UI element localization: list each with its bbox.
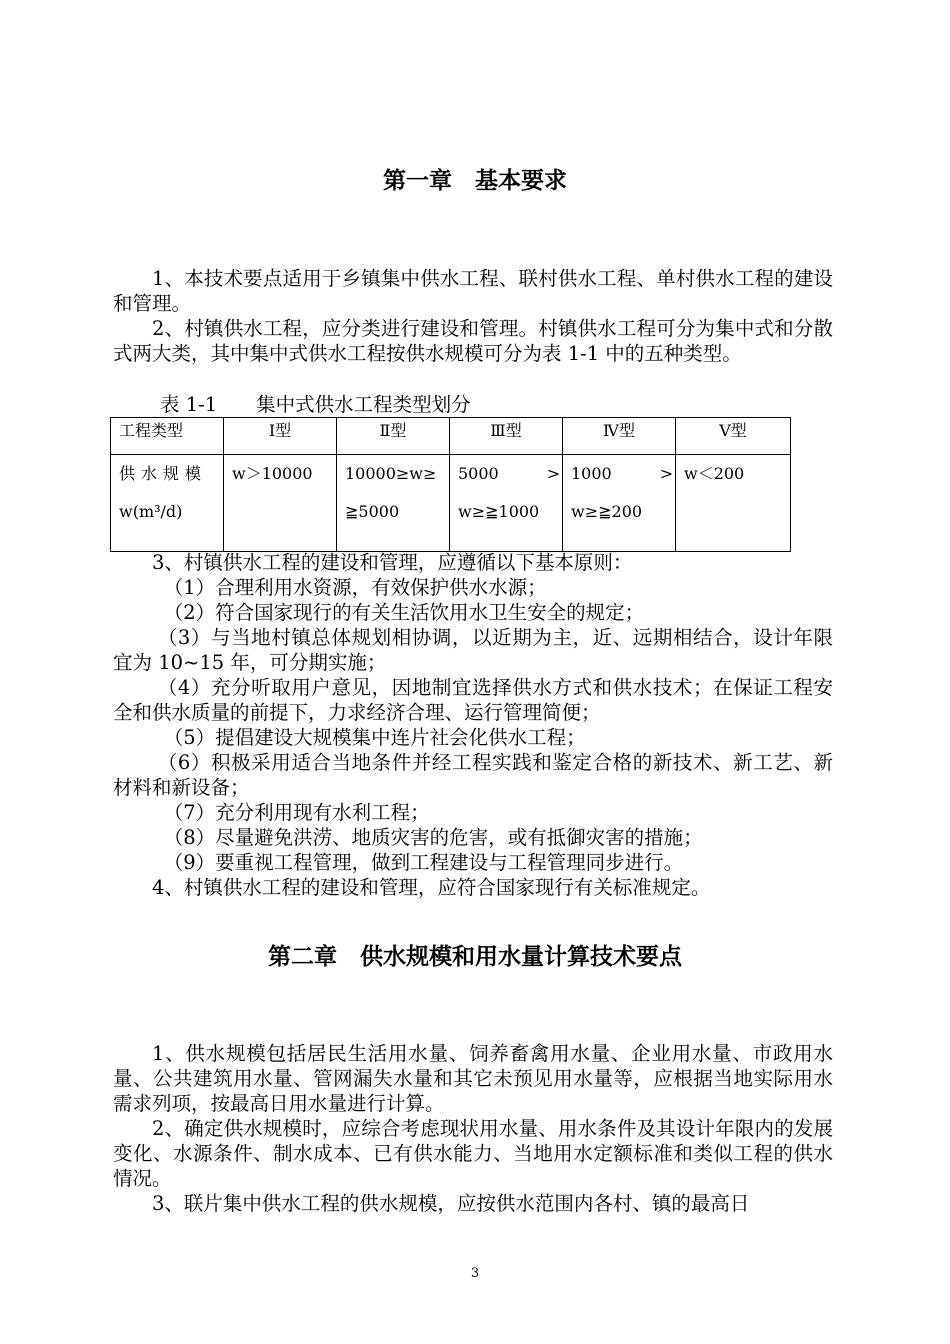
row-label-unit: w(m³/d) [119, 502, 183, 521]
chapter1-title: 第一章 基本要求 [383, 168, 567, 194]
principle-item: （1）合理利用水资源，有效保护供水水源； [163, 576, 547, 599]
row-label-line: 供水规模 [119, 464, 208, 483]
cell-line: ≧5000 [345, 502, 400, 521]
table-cell [224, 455, 337, 552]
cell-line: w≥≧200 [571, 502, 643, 521]
cell-line: w＜200 [684, 464, 745, 483]
table-header-cell: Ⅴ型 [676, 418, 791, 455]
principle-item: （8）尽量避免洪涝、地质灾害的危害，或有抵御灾害的措施； [163, 826, 703, 849]
table-row [111, 455, 791, 552]
page-number: 3 [470, 1266, 480, 1281]
chapter2-paragraph-2: 2、确定供水规模时，应综合考虑现状用水量、用水条件及其设计年限内的发展变化、水源条件、制水成本、已有供水能力、当地用水定额标准和类似工程的供水情况。 [113, 1117, 833, 1190]
principle-item: （2）符合国家现行的有关生活饮用水卫生安全的规定； [163, 601, 645, 624]
cell-line: 5000 > [458, 464, 561, 483]
table-header-cell: Ⅰ型 [224, 418, 337, 455]
cell-line: 10000≥w≥ [345, 464, 437, 483]
table-caption: 表 1-1 集中式供水工程类型划分 [160, 393, 471, 416]
table-cell [337, 455, 450, 552]
chapter2-title: 第二章 供水规模和用水量计算技术要点 [268, 944, 682, 970]
chapter1-paragraph-4: 4、村镇供水工程的建设和管理，应符合国家现行有关标准规定。 [152, 876, 711, 899]
table-header-cell: Ⅲ型 [450, 418, 563, 455]
chapter1-paragraph-1: 1、本技术要点适用于乡镇集中供水工程、联村供水工程、单村供水工程的建设和管理。 [113, 267, 833, 315]
principle-item: （4）充分听取用户意见，因地制宜选择供水方式和供水技术；在保证工程安全和供水质量的前提下，力求经济合理、运行管理简便； [113, 676, 833, 724]
cell-line: w≥≧1000 [458, 502, 540, 521]
chapter1-paragraph-2: 2、村镇供水工程，应分类进行建设和管理。村镇供水工程可分为集中式和分散式两大类，其中集中式供水工程按供水规模可分为表 1-1 中的五种类型。 [113, 317, 833, 365]
table-header-row [111, 418, 791, 455]
chapter2-paragraph-3: 3、联片集中供水工程的供水规模，应按供水范围内各村、镇的最高日 [152, 1192, 750, 1215]
water-supply-type-table [110, 417, 791, 552]
table-header-cell: Ⅳ型 [563, 418, 676, 455]
table-cell [676, 455, 791, 552]
table-cell [563, 455, 676, 552]
chapter1-paragraph-3: 3、村镇供水工程的建设和管理，应遵循以下基本原则： [152, 551, 633, 574]
principle-item: （7）充分利用现有水利工程； [163, 801, 430, 824]
chapter2-paragraph-1: 1、供水规模包括居民生活用水量、饲养畜禽用水量、企业用水量、市政用水量、公共建筑用水量、管网漏失水量和其它未预见用水量等，应根据当地实际用水需求列项，按最高日用水量进行计算。 [113, 1042, 833, 1115]
principle-item: （6）积极采用适合当地条件并经工程实践和鉴定合格的新技术、新工艺、新材料和新设备； [113, 751, 833, 799]
table-header-cell: Ⅱ型 [337, 418, 450, 455]
table-header-cell: 工程类型 [111, 418, 224, 455]
principle-item: （5）提倡建设大规模集中连片社会化供水工程； [163, 726, 586, 749]
cell-line: w＞10000 [232, 464, 313, 483]
principle-item: （9）要重视工程管理，做到工程建设与工程管理同步进行。 [163, 851, 684, 874]
cell-line: 1000 > [571, 464, 674, 483]
table-cell [450, 455, 563, 552]
principle-item: （3）与当地村镇总体规划相协调，以近期为主，近、远期相结合，设计年限宜为 10~15 年，可分期实施； [113, 626, 833, 674]
table-row-label [111, 455, 224, 552]
